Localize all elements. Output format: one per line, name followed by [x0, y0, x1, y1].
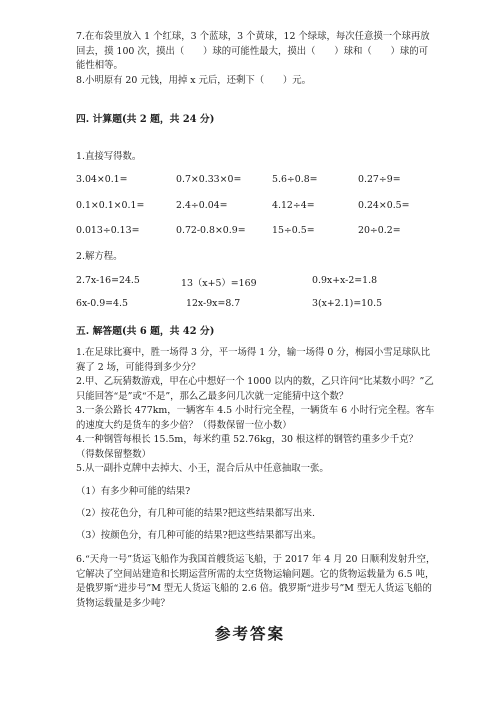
calc-item: 0.24×0.5= — [358, 200, 410, 211]
q5-subquestion: （3）按颜色分，有几种可能的结果?把这些结果都写出来。 — [76, 530, 322, 541]
solve-question-4: 4.一种钢管每根长 15.5m，每米约重 52.76kg，30 根这样的钢管约重多少千克？（得数保留整数） — [76, 434, 418, 460]
solve-question-6: 6.“天舟一号”货运飞船作为我国首艘货运飞船，于 2017 年 4 月 20 日顺利发射升空，它解决了空间站建造和长期运营所需的太空货物运输问题。它的货物运载量为 6.5 吨，是俄罗斯“进步号”M 型无人货运飞船的 2.6 倍。俄罗斯“进步号”M 型无人货运飞船的货物运载量是多少吨？ — [76, 554, 436, 609]
solve-question-2: 2.甲、乙玩猜数游戏，甲在心中想好一个 1000 以内的数，乙只许问“比某数小吗？”乙只能回答“是”或“不是”，那么乙最多问几次就一定能猜中这个数？ — [76, 376, 434, 402]
equation-item: 12x-9x=8.7 — [186, 298, 241, 309]
q5-subquestion: （2）按花色分，有几种可能的结果?把这些结果都写出来. — [76, 508, 315, 519]
equation-item: 3(x+2.1)=10.5 — [312, 298, 383, 309]
equation-label: 2.解方程。 — [76, 251, 123, 262]
calc-item: 0.1×0.1×0.1= — [76, 200, 145, 211]
q5-subquestion: （1）有多少种可能的结果? — [76, 486, 191, 497]
solve-question-3: 3.一条公路长 477km，一辆客车 4.5 小时行完全程，一辆货车 6 小时行完全程。客车的速度大约是货车的多少倍？（得数保留一位小数） — [76, 405, 435, 431]
solve-question-5: 5.从一副扑克牌中去掉大、小王，混合后从中任意抽取一张。 — [76, 463, 329, 474]
solve-question-1: 1.在足球比赛中，胜一场得 3 分，平一场得 1 分，输一场得 0 分，梅园小雪足球队比赛了 2 场，可能得到多少分？ — [76, 347, 431, 373]
direct-calc-row — [76, 174, 436, 188]
calc-item: 2.4÷0.04= — [176, 200, 228, 211]
section-5-heading: 五. 解答题(共 6 题，共 42 分) — [76, 326, 215, 337]
calc-item: 3.04×0.1= — [76, 174, 128, 185]
direct-calc-row — [76, 200, 436, 214]
calc-item: 4.12÷4= — [272, 200, 315, 211]
calc-item: 15÷0.5= — [272, 225, 315, 236]
equation-item: 6x-0.9=4.5 — [76, 298, 128, 309]
direct-calc-label: 1.直接写得数。 — [76, 151, 142, 162]
question-7: 7.在布袋里放入 1 个红球，3 个蓝球，3 个黄球，12 个绿球，每次任意摸一个球再放回去，摸 100 次，摸出（ ）球的可能性最大，摸出（ ）球和（ ）球的可能性相等。 — [76, 31, 430, 71]
calc-item: 0.27÷9= — [358, 174, 401, 185]
calc-item: 0.013÷0.13= — [76, 225, 140, 236]
answer-section-title: 参考答案 — [214, 624, 285, 643]
calc-item: 20÷0.2= — [358, 225, 401, 236]
question-8: 8.小明原有 20 元钱，用掉 x 元后，还剩下（ ）元。 — [76, 75, 311, 86]
equation-item: 2.7x-16=24.5 — [76, 275, 140, 286]
calc-item: 0.72-0.8×0.9= — [176, 225, 246, 236]
equation-row — [76, 298, 436, 312]
calc-item: 5.6÷0.8= — [272, 174, 318, 185]
section-4-heading: 四. 计算题(共 2 题，共 24 分) — [76, 114, 215, 125]
direct-calc-row — [76, 225, 436, 239]
equation-item: 0.9x+x-2=1.8 — [312, 275, 378, 286]
calc-item: 0.7×0.33×0= — [176, 174, 242, 185]
equation-row — [76, 275, 436, 289]
equation-item: 13（x+5）=169 — [181, 278, 257, 289]
